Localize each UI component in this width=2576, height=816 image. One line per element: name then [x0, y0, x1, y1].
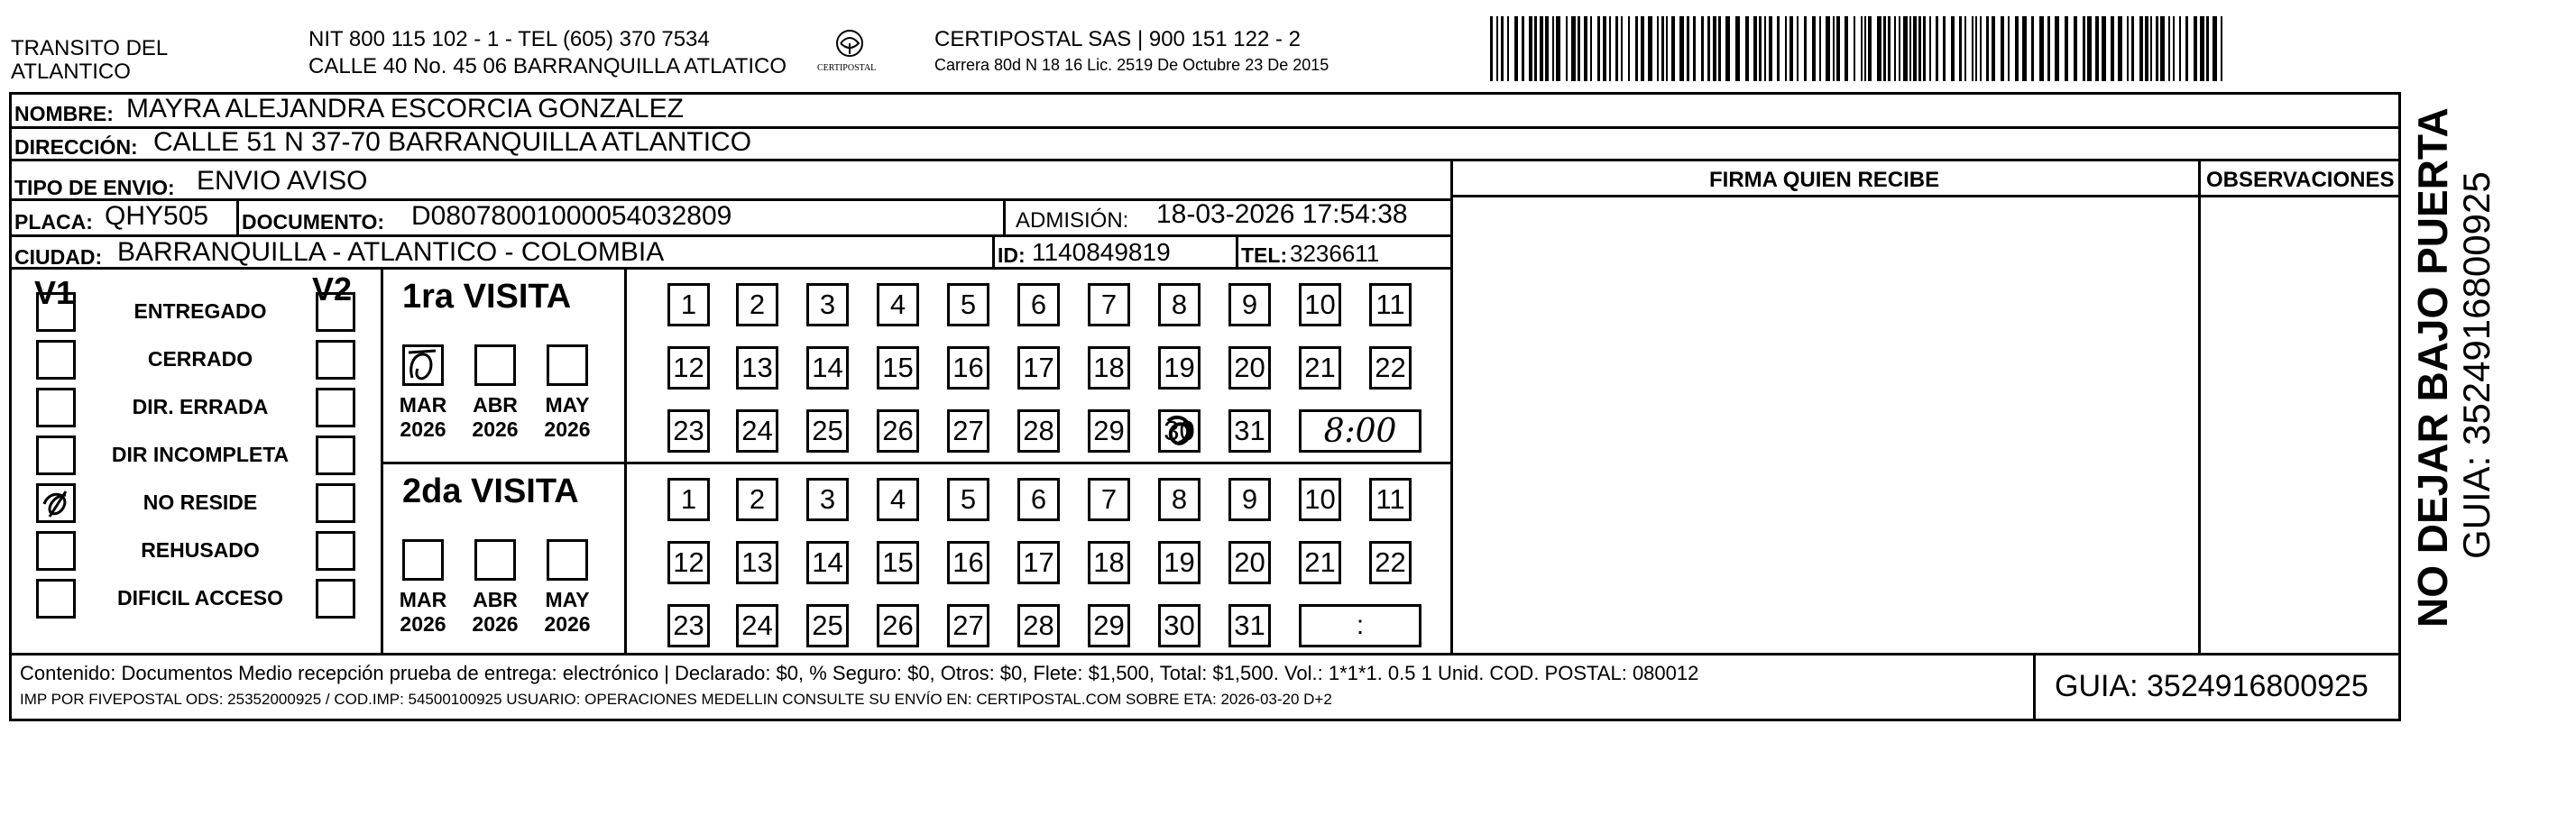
day-box[interactable]: 10 [1299, 478, 1341, 521]
admission-value: 18-03-2026 17:54:38 [1156, 199, 1408, 229]
v2-checkbox[interactable] [316, 436, 355, 475]
month-checkbox[interactable] [547, 344, 588, 386]
time-field[interactable]: 8:00 [1299, 409, 1421, 453]
day-box[interactable]: 16 [947, 541, 989, 584]
day-box[interactable]: 18 [1088, 541, 1130, 584]
month-checkbox[interactable] [474, 539, 516, 581]
day-box[interactable]: 20 [1228, 541, 1271, 584]
day-box[interactable]: 15 [877, 346, 919, 390]
day-box[interactable]: 14 [806, 346, 849, 390]
month-label: ABR 2026 [472, 588, 519, 636]
name-label-text: NOMBRE: [14, 102, 114, 125]
imp-line: IMP POR FIVEPOSTAL ODS: 25352000925 / COD.IMP: 54500100925 USUARIO: OPERACIONES MEDELLIN CONSULTE SU ENVÍO EN: CERTIPOSTAL.COM SOBRE ETA: 2026-03-20 D+2 [20, 691, 1332, 708]
address-label: DIRECCIÓN: [14, 135, 138, 159]
observations-header: OBSERVACIONES [2206, 168, 2395, 192]
day-box[interactable]: 4 [877, 283, 919, 326]
tel-value: 3236611 [1290, 240, 1380, 267]
day-box[interactable]: 2 [736, 478, 778, 521]
name-value: MAYRA ALEJANDRA ESCORCIA GONZALEZ [126, 94, 684, 124]
v1-checkbox[interactable] [36, 340, 76, 380]
day-box[interactable]: 6 [1017, 478, 1060, 521]
time-field[interactable]: : [1299, 604, 1421, 647]
day-box[interactable]: 3 [806, 478, 849, 521]
tel-label: TEL: [1241, 243, 1288, 267]
city-value: BARRANQUILLA - ATLANTICO - COLOMBIA [117, 237, 665, 267]
day-box[interactable]: 8 [1158, 283, 1201, 326]
day-box[interactable]: 18 [1088, 346, 1130, 390]
address-value: CALLE 51 N 37-70 BARRANQUILLA ATLANTICO [153, 127, 752, 157]
barcode [1490, 16, 2228, 81]
month-label: MAY 2026 [544, 588, 591, 636]
visit-title: 1ra VISITA [402, 278, 572, 316]
plate-value: QHY505 [105, 201, 209, 231]
month-checkbox[interactable] [402, 539, 444, 581]
day-box[interactable]: 26 [877, 604, 919, 647]
v1-checkbox[interactable] [36, 436, 76, 475]
day-box[interactable]: 24 [736, 604, 778, 647]
courier-address: Carrera 80d N 18 16 Lic. 2519 De Octubre 23 De 2015 [934, 56, 1329, 74]
id-value: 1140849819 [1032, 238, 1171, 266]
v2-checkbox[interactable] [316, 292, 355, 332]
day-box[interactable]: 16 [947, 346, 989, 390]
month-checkbox[interactable] [474, 344, 516, 386]
type-value: ENVIO AVISO [197, 166, 368, 196]
day-box[interactable]: 13 [736, 541, 778, 584]
v1-checkbox[interactable] [36, 388, 76, 427]
status-option-label: REHUSADO [141, 538, 260, 562]
footer-guia: GUIA: 3524916800925 [2055, 669, 2369, 703]
day-box[interactable]: 24 [736, 409, 778, 453]
day-box[interactable]: 23 [667, 409, 710, 453]
status-option-label: NO RESIDE [143, 491, 258, 514]
v2-checkbox[interactable] [316, 483, 355, 523]
day-box[interactable]: 21 [1299, 346, 1341, 390]
day-box[interactable]: 22 [1369, 541, 1412, 584]
side-guia: GUIA: 3524916800925 [2455, 171, 2498, 559]
day-box[interactable]: 11 [1369, 283, 1412, 326]
day-box[interactable]: 5 [947, 283, 989, 326]
day-box[interactable]: 25 [806, 409, 849, 453]
sender-name-line2: ATLANTICO [11, 60, 131, 84]
status-option-label: ENTREGADO [133, 299, 267, 323]
day-box[interactable]: 19 [1158, 346, 1201, 390]
side-warning: NO DEJAR BAJO PUERTA [2409, 107, 2456, 628]
day-box[interactable]: 31 [1228, 604, 1271, 647]
day-box[interactable]: 2 [736, 283, 778, 326]
day-box[interactable]: 10 [1299, 283, 1341, 326]
day-box[interactable]: 1 [667, 478, 710, 521]
day-box[interactable]: 5 [947, 478, 989, 521]
v1-checkbox[interactable] [36, 292, 76, 332]
sender-address: CALLE 40 No. 45 06 BARRANQUILLA ATLATICO [308, 54, 787, 78]
v1-checkbox[interactable] [36, 579, 76, 619]
v1-label: V1 [34, 274, 75, 311]
day-box[interactable]: 13 [736, 346, 778, 390]
day-box[interactable]: 7 [1088, 478, 1130, 521]
day-box[interactable]: 27 [947, 409, 989, 453]
day-box[interactable]: 9 [1228, 283, 1271, 326]
status-option-label: DIR INCOMPLETA [111, 443, 290, 466]
logo-text: CERTIPOSTAL [817, 63, 877, 73]
day-box[interactable]: 4 [877, 478, 919, 521]
month-checkbox[interactable] [547, 539, 588, 581]
day-box[interactable]: 14 [806, 541, 849, 584]
status-option-label: DIFICIL ACCESO [116, 586, 283, 610]
day-box[interactable]: 29 [1088, 409, 1130, 453]
day-box[interactable]: 12 [667, 541, 710, 584]
day-box[interactable]: 28 [1017, 604, 1060, 647]
form-frame [9, 92, 2401, 721]
v2-checkbox[interactable] [316, 579, 355, 619]
visit-title: 2da VISITA [402, 472, 579, 510]
v2-label: V2 [312, 270, 353, 307]
day-box[interactable]: 29 [1088, 604, 1130, 647]
day-box[interactable]: 15 [877, 541, 919, 584]
day-box[interactable] [1158, 409, 1201, 453]
document-label: DOCUMENTO: [242, 210, 385, 234]
day-box[interactable]: 17 [1017, 541, 1060, 584]
v2-checkbox[interactable] [316, 340, 355, 380]
type-label: TIPO DE ENVIO: [14, 176, 175, 199]
id-label: ID: [998, 243, 1026, 267]
v1-checkbox[interactable] [36, 531, 76, 571]
city-label: CIUDAD: [14, 245, 103, 269]
day-box[interactable]: 27 [947, 604, 989, 647]
day-box[interactable]: 30 [1158, 604, 1201, 647]
status-option-label: DIR. ERRADA [132, 395, 269, 418]
sender-name-line1: TRANSITO DEL [11, 36, 169, 60]
day-box[interactable]: 20 [1228, 346, 1271, 390]
day-box[interactable]: 8 [1158, 478, 1201, 521]
day-box[interactable]: 12 [667, 346, 710, 390]
day-box[interactable]: 9 [1228, 478, 1271, 521]
admission-label: ADMISIÓN: [1016, 208, 1129, 233]
day-number: 30 [1164, 415, 1195, 446]
v2-checkbox[interactable] [316, 388, 355, 427]
day-box[interactable]: 21 [1299, 541, 1341, 584]
day-box[interactable]: 31 [1228, 409, 1271, 453]
day-box[interactable]: 7 [1088, 283, 1130, 326]
v1-checkbox[interactable] [36, 483, 76, 523]
certipostal-logo [814, 27, 886, 79]
day-box[interactable]: 1 [667, 283, 710, 326]
courier-name: CERTIPOSTAL SAS | 900 151 122 - 2 [934, 27, 1301, 51]
day-box[interactable]: 26 [877, 409, 919, 453]
month-label: ABR 2026 [472, 393, 519, 441]
day-box[interactable]: 22 [1369, 346, 1412, 390]
day-box[interactable]: 19 [1158, 541, 1201, 584]
day-box[interactable]: 25 [806, 604, 849, 647]
day-box[interactable]: 11 [1369, 478, 1412, 521]
day-box[interactable]: 28 [1017, 409, 1060, 453]
month-label: MAY 2026 [544, 393, 591, 441]
day-box[interactable]: 6 [1017, 283, 1060, 326]
status-option-label: CERRADO [147, 347, 253, 371]
sender-nit: NIT 800 115 102 - 1 - TEL (605) 370 7534 [308, 27, 710, 51]
day-box[interactable]: 3 [806, 283, 849, 326]
plate-label: PLACA: [14, 210, 93, 234]
month-label: MAR 2026 [399, 393, 447, 441]
day-box[interactable]: 17 [1017, 346, 1060, 390]
month-label: MAR 2026 [399, 588, 447, 636]
signature-header: FIRMA QUIEN RECIBE [1709, 168, 1940, 192]
document-value: D08078001000054032809 [411, 201, 732, 231]
contents-line: Contenido: Documentos Medio recepción prueba de entrega: electrónico | Declarado: $0, % Seguro: $0, Otros: $0, Flete: $1,500, Total: $1,500. Vol.: 1*1*1. 0.5 1 Unid. COD. POSTAL: 080012 [20, 662, 1699, 684]
month-checkbox[interactable] [402, 344, 444, 386]
v2-checkbox[interactable] [316, 531, 355, 571]
day-box[interactable]: 23 [667, 604, 710, 647]
